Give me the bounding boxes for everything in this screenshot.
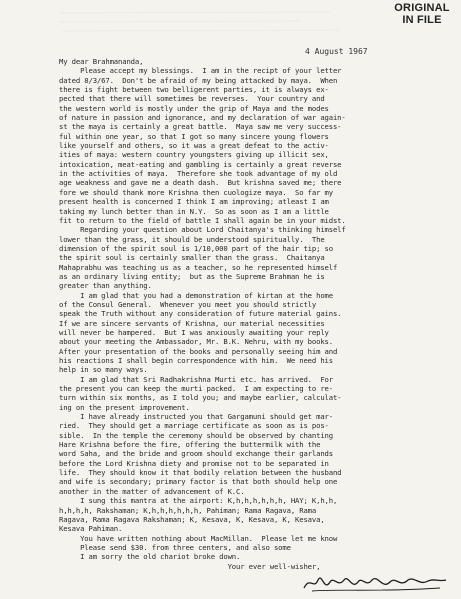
letter-line: sible. In the temple the ceremony should be observed by chanting [59,430,333,440]
letter-line: the present you can keep the murti packed. I am expecting to re- [59,384,333,394]
letter-line: and wife is secondary; primary factor is that both should help one [59,477,338,487]
letter-line: ried. They should get a marriage certificate as soon as is pos- [59,421,329,431]
letter-line: lower than the grass, it should be understood spiritually. The [59,234,325,244]
letter-line: Kesava Pahiman. [59,524,123,534]
letter-line: as an ordinary living entity; but as the Supreme Brahman he is [59,271,325,281]
letter-line: another in the matter of advancement of K.C. [59,486,245,496]
letter-line: will never be hampered. But I was anxiously awaiting your reply [59,327,329,337]
letter-line: I have already instructed you that Gargamuni should get mar- [59,412,333,422]
letter-line: in the activities of maya. Therefore she took advantage of my old [59,169,338,179]
stamp-line-2: IN FILE [402,14,442,26]
letter-line: his reactions I shall begin correspondence with him. We need his [59,356,333,365]
letter-line: intoxication, meat-eating and gambling is certainly a great reverse [59,159,342,169]
letter-line: of nature in passion and ignorance, and my declaration of war again- [59,113,346,123]
letter-line: about your meeting the Ambassador, Mr. B.K. Nehru, with my books. [59,337,333,347]
letter-line: present health is concerned I think I am improving; atleast I am [59,197,329,207]
letter-line: Please send $30. from three centers, and also some [59,542,291,552]
letter-line: help in so many ways. [59,365,148,375]
letter-body [59,57,454,571]
letter-line: before the Lord Krishna diety and promise not to be separated in [59,458,329,468]
letter-line: the spirit soul is certainly smaller than the grass. Chaitanya [59,253,325,263]
letter-line: Hare Krishna before the fire, offering the buttermilk with the [59,440,321,450]
letter-line: there is fight between two belligerent parties, it is always ex- [59,85,329,95]
letter-line: like yourself and others, so it was a great defeat to the activ- [59,141,329,151]
letter-line: of the Consul General. Whenever you meet you should strictly [59,299,317,309]
letter-line: age weakness and gave me a death dash. But krishna saved me; there [59,178,342,188]
letter-line: fore we should thank more Krishna then cuologize maya. So far my [59,187,333,197]
letter-line: I am glad that Sri Radhakrishna Murti etc. has arrived. For [59,374,333,384]
letter-line: Please accept my blessings. I am in the recipt of your letter [59,66,342,76]
letter-line: You have written nothing about MacMillan. Please let me know [59,533,338,543]
letter-line: I am glad that you had a demonstration of kirtan at the home [59,290,333,300]
original-in-file-stamp [389,2,455,26]
letter-line: speak the Truth without any consideration of future material gains. [59,309,342,319]
letter-line: dated 8/3/67. Don't be afraid of my being attacked by maya. When [59,75,338,85]
letter-line: st the maya is certainly a great battle. Maya saw me very success- [59,122,342,132]
handwritten-signature [300,570,450,596]
letter-line: After your presentation of the books and personally seeing him and [59,346,338,356]
stamp-line-1: ORIGINAL [394,2,450,14]
letter-line: life. They should know it that bodily relation between the husband [59,468,342,478]
letter-line: Regarding your question about Lord Chaitanya's thinking himself [59,225,346,235]
letter-line: pected that there will sometimes be reverses. Your country and [59,94,325,104]
letter-line: fit to return to the field of battle I shall again be in your midst. [59,215,346,225]
letter-line: taking my lunch better than in N.Y. So as soon as I am a little [59,206,329,216]
letter-line: I sung this mantra at the airport: K,h,h,h,h,h,h, HAY; K,h,h, [59,496,338,506]
letter-line: turn within six months, as I told you; and maybe earlier, calculat- [59,393,342,403]
letter-line: word Saha, and the bride and groom should exchange their garlands [59,449,333,459]
letter-line: Mahaprabhu was teaching us as a teacher, so he represented himself [59,262,338,272]
letter-line: My dear Brahmananda, [59,57,144,66]
letter-line: If we are sincere servants of Krishna, our material necessities [59,318,325,328]
letter-line: h,h,h,h, Rakshaman; K,h,h,h,h,h,h, Pahiman; Rama Ragava, Rama [59,505,317,515]
letter-line: ities of maya: western country youngsters giving up illicit sex, [59,150,329,160]
letter-line: Ragava, Rama Ragava Rakshaman; K, Kesava, K, Kesava, K, Kesava, [59,514,325,524]
letter-line: greater than anything. [59,281,152,291]
letter-line: the western world is mostly under the grip of Maya and the modes [59,103,329,113]
letter-line: Your ever well-wisher, [59,561,321,571]
letter-date: 4 August 1967 [305,47,368,56]
letter-line: ful within one year, so that I got so many sincere young flowers [59,131,329,141]
letter-line: I am sorry the old chariot broke down. [59,552,241,562]
letter-line: dimension of the spirit soul is 1/10,000 part of the hair tip; so [59,243,333,253]
letter-line: ing on the present improvement. [59,402,190,412]
